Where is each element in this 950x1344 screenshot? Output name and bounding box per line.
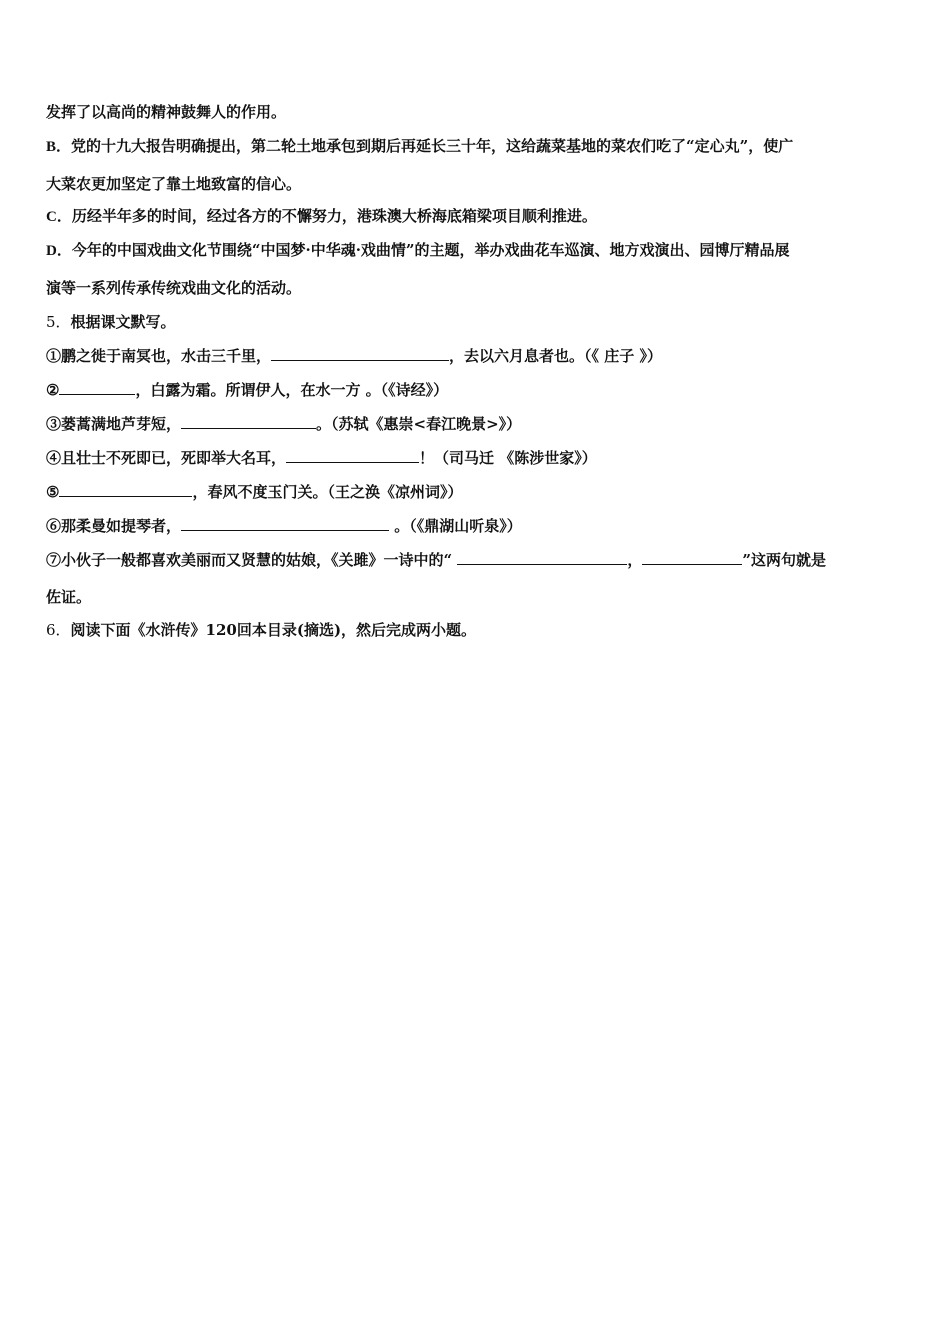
- option-c: [46, 206, 908, 227]
- option-c-text: 历经半年多的时间，经过各方的不懈努力，港珠澳大桥海底箱梁项目顺利推进。: [71, 207, 597, 225]
- option-b-continued: [46, 174, 908, 194]
- question-5-heading: [46, 312, 908, 332]
- recitation-item-5: [46, 481, 908, 502]
- answer-blank[interactable]: [59, 379, 135, 395]
- item-text: ⑥那柔曼如提琴者，: [46, 517, 182, 535]
- option-d-text: 今年的中国戏曲文化节围绕“中国梦·中华魂·戏曲情”的主题，举办戏曲花车巡演、地方戏演出、园博厅精品展: [71, 241, 790, 259]
- item-text: 佐证。: [46, 588, 92, 606]
- recitation-item-2: [46, 379, 908, 400]
- option-d-label: D．: [46, 243, 72, 259]
- option-b-text-cont: 大菜农更加坚定了靠土地致富的信心。: [46, 175, 302, 193]
- answer-blank[interactable]: [642, 549, 742, 565]
- answer-blank[interactable]: [181, 413, 316, 429]
- question-6-heading: [46, 620, 908, 640]
- recitation-item-4: [46, 447, 908, 468]
- item-text: ，白露为霜。所谓伊人，在水一方 。（《诗经》）: [135, 381, 449, 399]
- text: 发挥了以高尚的精神鼓舞人的作用。: [46, 103, 287, 121]
- option-c-label: C．: [46, 209, 72, 225]
- paragraph-line: [46, 102, 908, 122]
- item-text: ⑦小伙子一般都喜欢美丽而又贤慧的姑娘，《关雎》一诗中的“: [46, 551, 458, 569]
- item-text: ，: [627, 551, 643, 569]
- item-text: ，去以六月息者也。（《 庄子 》）: [449, 347, 662, 365]
- answer-blank[interactable]: [457, 549, 627, 565]
- item-text: ②: [46, 381, 60, 399]
- item-text: 。（苏轼《惠崇<春江晚景>》）: [316, 415, 522, 433]
- recitation-item-1: [46, 345, 908, 366]
- option-b-text: 党的十九大报告明确提出，第二轮土地承包到期后再延长三十年，这给蔬菜基地的菜农们吃了“定心丸”，使广: [71, 137, 794, 155]
- option-d-text-cont: 演等一系列传承传统戏曲文化的活动。: [46, 279, 302, 297]
- question-6-title: 阅读下面《水浒传》120回本目录(摘选)，然后完成两小题。: [70, 621, 477, 639]
- item-text: ，春风不度玉门关。（王之涣《凉州词》）: [192, 483, 463, 501]
- recitation-item-3: [46, 413, 908, 434]
- option-b: [46, 136, 908, 157]
- answer-blank[interactable]: [286, 447, 419, 463]
- question-6-number: 6．: [46, 621, 71, 639]
- item-text: 。（《鼎湖山听泉》）: [389, 517, 522, 535]
- question-5-number: 5．: [46, 313, 71, 331]
- recitation-item-7-continued: [46, 587, 908, 607]
- option-d-continued: [46, 278, 908, 298]
- item-text: ③蒌蒿满地芦芽短，: [46, 415, 182, 433]
- question-5-title: 根据课文默写。: [70, 313, 176, 331]
- answer-blank[interactable]: [59, 481, 192, 497]
- recitation-item-7: [46, 549, 908, 570]
- item-text: ④且壮士不死即已，死即举大名耳，: [46, 449, 287, 467]
- item-text: ⑤: [46, 483, 60, 501]
- answer-blank[interactable]: [271, 345, 449, 361]
- answer-blank[interactable]: [181, 515, 389, 531]
- item-text: ”这两句就是: [742, 551, 827, 569]
- option-d: [46, 240, 908, 261]
- item-text: ①鹏之徙于南冥也，水击三千里，: [46, 347, 272, 365]
- option-b-label: B．: [46, 139, 72, 155]
- recitation-item-6: [46, 515, 908, 536]
- item-text: ！（司马迁 《陈涉世家》）: [419, 449, 597, 467]
